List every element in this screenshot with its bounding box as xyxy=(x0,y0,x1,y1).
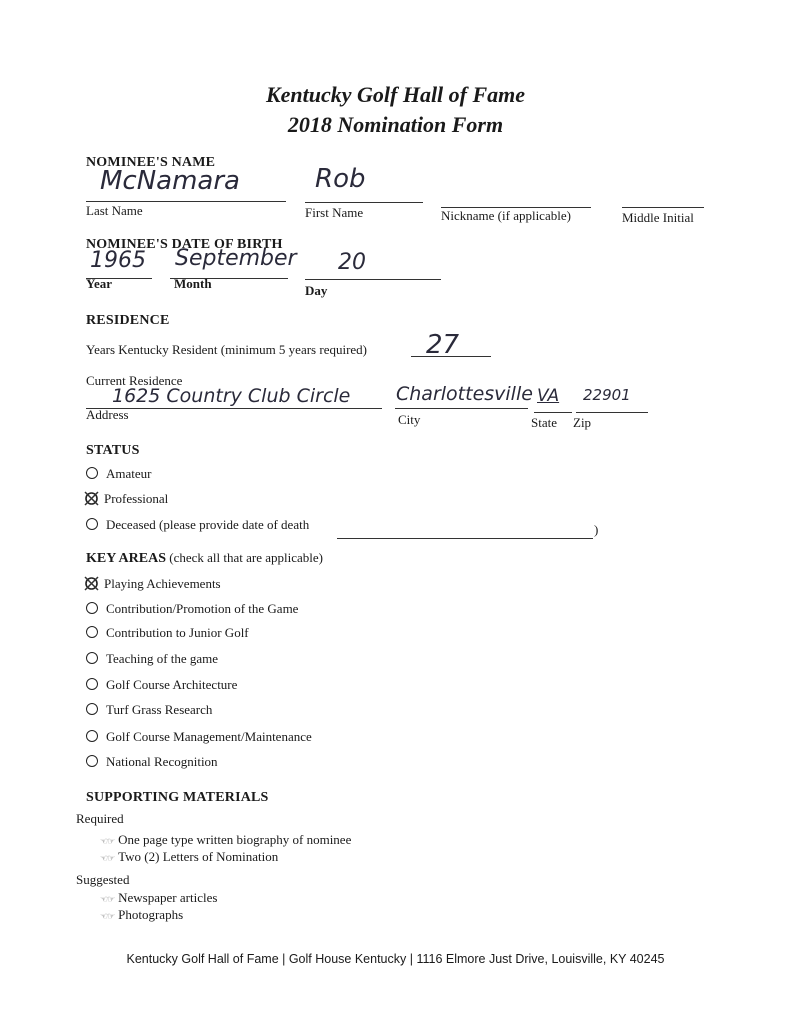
first-name-line[interactable] xyxy=(305,202,423,203)
dob-year-value: 1965 xyxy=(90,248,146,273)
years-resident-line[interactable] xyxy=(411,356,491,357)
last-name-label: Last Name xyxy=(86,203,143,218)
address-value: 1625 Country Club Circle xyxy=(112,385,351,407)
radio-circle-icon[interactable] xyxy=(86,755,98,767)
key-area-turf-grass[interactable]: Turf Grass Research xyxy=(86,702,212,718)
key-area-architecture[interactable]: Golf Course Architecture xyxy=(86,677,237,693)
middle-initial-label: Middle Initial xyxy=(622,210,694,225)
dob-year-label: Year xyxy=(86,276,112,291)
key-area-national-recognition[interactable]: National Recognition xyxy=(86,754,218,770)
city-line[interactable] xyxy=(395,408,528,409)
required-label: Required xyxy=(76,811,124,826)
status-heading: STATUS xyxy=(86,443,140,458)
dob-month-value: September xyxy=(175,246,297,271)
residence-heading: RESIDENCE xyxy=(86,313,170,328)
first-name-label: First Name xyxy=(305,205,364,220)
marked-x-circle-icon[interactable] xyxy=(84,491,98,505)
hand-pointer-icon: ☜☞ xyxy=(100,911,115,921)
form-title-line2: 2018 Nomination Form xyxy=(287,112,504,137)
footer-address: Kentucky Golf Hall of Fame | Golf House Kentucky | 1116 Elmore Just Drive, Louisville, KY 40245 xyxy=(126,952,665,966)
status-option-amateur[interactable]: Amateur xyxy=(86,466,151,482)
state-value: VA xyxy=(537,386,560,406)
radio-circle-icon[interactable] xyxy=(86,602,98,614)
key-area-teaching[interactable]: Teaching of the game xyxy=(86,651,218,667)
radio-circle-icon[interactable] xyxy=(86,467,98,479)
last-name-value: McNamara xyxy=(100,166,240,196)
dob-day-line[interactable] xyxy=(305,279,441,280)
dob-day-value: 20 xyxy=(338,250,366,275)
date-of-death-line[interactable] xyxy=(337,538,593,539)
current-residence-label: Current Residence xyxy=(86,373,183,388)
city-value: Charlottesville xyxy=(396,383,533,405)
suggested-item: ☜☞ Photographs xyxy=(100,907,184,922)
nickname-label: Nickname (if applicable) xyxy=(441,208,571,223)
address-label: Address xyxy=(86,407,129,422)
zip-value: 22901 xyxy=(583,386,631,404)
address-line[interactable] xyxy=(86,408,382,409)
radio-circle-icon[interactable] xyxy=(86,730,98,742)
years-resident-label: Years Kentucky Resident (minimum 5 years required) xyxy=(86,342,368,357)
form-title-line1: Kentucky Golf Hall of Fame xyxy=(265,82,526,107)
supporting-heading: SUPPORTING MATERIALS xyxy=(86,790,269,805)
radio-circle-icon[interactable] xyxy=(86,678,98,690)
first-name-value: Rob xyxy=(315,164,366,194)
required-item: ☜☞ Two (2) Letters of Nomination xyxy=(100,849,279,864)
hand-pointer-icon: ☜☞ xyxy=(100,853,115,863)
deceased-close-paren: ) xyxy=(594,522,599,537)
suggested-item: ☜☞ Newspaper articles xyxy=(100,890,218,905)
radio-circle-icon[interactable] xyxy=(86,652,98,664)
middle-initial-line[interactable] xyxy=(622,207,704,208)
zip-label: Zip xyxy=(573,415,592,430)
last-name-line[interactable] xyxy=(86,201,286,202)
zip-line[interactable] xyxy=(576,412,648,413)
nominee-name-heading: NOMINEE'S NAME xyxy=(86,155,216,170)
required-item: ☜☞ One page type written biography of nominee xyxy=(100,832,352,847)
suggested-label: Suggested xyxy=(76,872,130,887)
hand-pointer-icon: ☜☞ xyxy=(100,894,115,904)
years-resident-value: 27 xyxy=(426,330,460,360)
hand-pointer-icon: ☜☞ xyxy=(100,836,115,846)
key-area-contribution-promotion[interactable]: Contribution/Promotion of the Game xyxy=(86,601,298,617)
radio-circle-icon[interactable] xyxy=(86,518,98,530)
dob-heading: NOMINEE'S DATE OF BIRTH xyxy=(86,237,283,252)
state-label: State xyxy=(531,415,557,430)
state-line[interactable] xyxy=(534,412,572,413)
status-option-deceased[interactable]: Deceased (please provide date of death xyxy=(86,517,309,533)
marked-x-circle-icon[interactable] xyxy=(84,576,98,590)
dob-day-label: Day xyxy=(305,283,328,298)
city-label: City xyxy=(398,412,421,427)
key-area-course-management[interactable]: Golf Course Management/Maintenance xyxy=(86,729,312,745)
radio-circle-icon[interactable] xyxy=(86,626,98,638)
key-area-playing-achievements[interactable]: Playing Achievements xyxy=(84,576,221,592)
key-areas-heading: KEY AREAS (check all that are applicable) xyxy=(86,550,324,566)
dob-month-label: Month xyxy=(174,276,212,291)
status-option-professional[interactable]: Professional xyxy=(84,491,168,507)
key-area-junior-golf[interactable]: Contribution to Junior Golf xyxy=(86,625,249,641)
radio-circle-icon[interactable] xyxy=(86,703,98,715)
